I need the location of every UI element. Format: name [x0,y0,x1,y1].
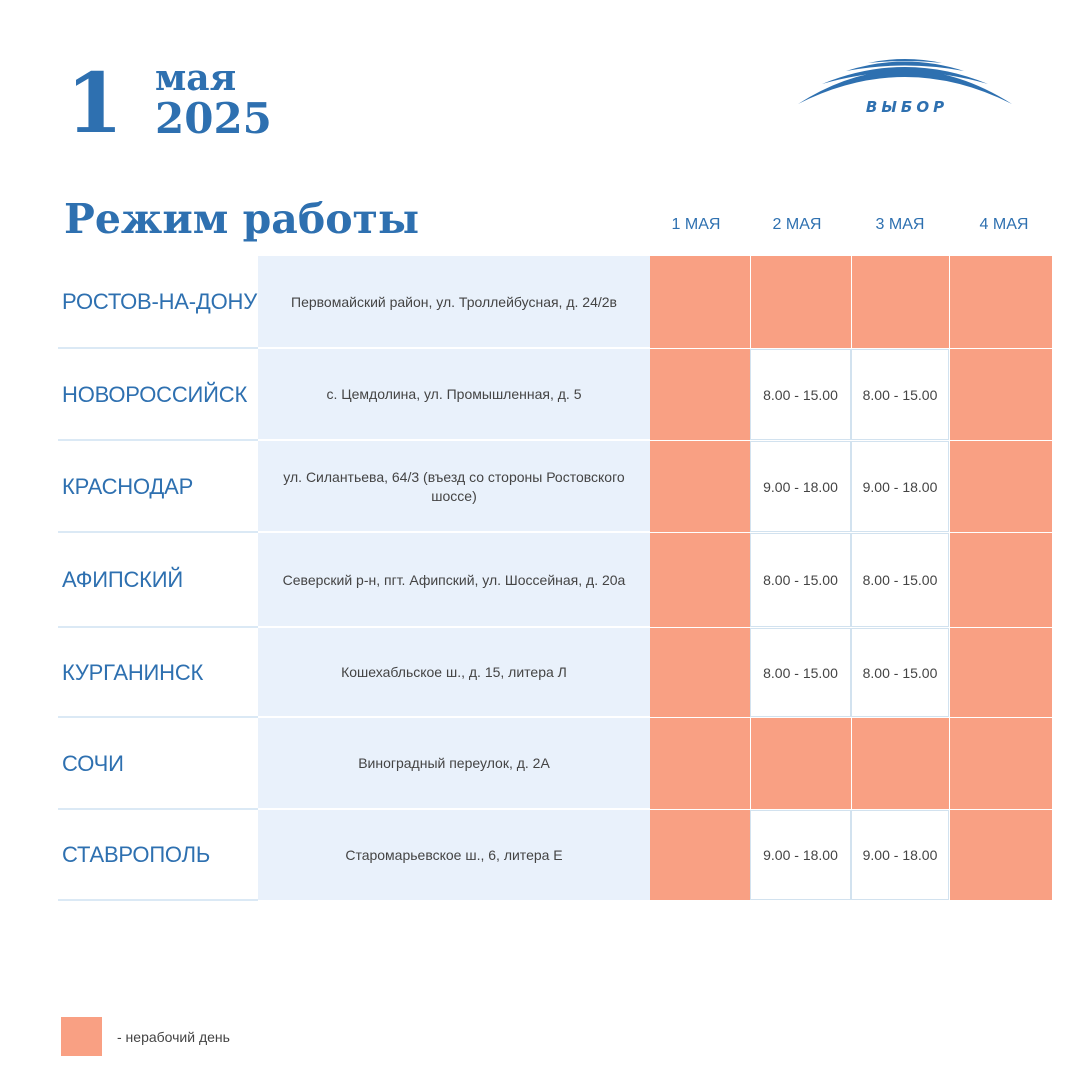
hours-may-2: 8.00 - 15.00 [750,349,851,440]
hours-may-1 [650,441,750,532]
city-name: НОВОРОССИЙСК [62,381,248,407]
date-year: 2025 [155,94,272,143]
hours-may-3: 8.00 - 15.00 [851,628,949,717]
hours-may-2 [751,718,851,809]
city-name: РОСТОВ-НА-ДОНУ [62,289,257,314]
hours-may-1 [650,628,750,717]
hours-may-1 [650,349,750,440]
hours-may-3: 9.00 - 18.00 [851,441,949,532]
hours-may-3 [852,718,949,809]
hours-may-4 [950,441,1052,532]
column-header-may-2: 2 МАЯ [772,216,822,233]
address: Первомайский район, ул. Троллейбусная, д. 24/2в [258,256,650,348]
address: Старомарьевское ш., 6, литера Е [258,810,650,900]
address: Кошехабльское ш., д. 15, литера Л [258,628,650,717]
hours-may-4 [950,718,1052,809]
date-day: 1 [66,56,124,152]
table-row [58,256,1052,348]
hours-may-1 [650,718,750,809]
city-name: КРАСНОДАР [62,473,194,499]
hours-may-1 [650,533,750,627]
table-row [58,628,1052,717]
table-row [58,810,1052,900]
hours-may-1 [650,810,750,900]
page-title: Режим работы [64,195,420,243]
address: с. Цемдолина, ул. Промышленная, д. 5 [258,349,650,440]
hours-may-3: 8.00 - 15.00 [851,533,949,627]
hours-may-4 [950,256,1052,348]
column-header-may-4: 4 МАЯ [979,216,1029,233]
table-row [58,718,1052,809]
vybor-logo [796,54,1014,120]
legend-swatch [61,1017,102,1056]
hours-may-2: 9.00 - 18.00 [750,441,851,532]
column-header-may-3: 3 МАЯ [875,216,925,233]
city-name: АФИПСКИЙ [62,567,184,592]
hours-may-3: 8.00 - 15.00 [851,349,949,440]
hours-may-4 [950,810,1052,900]
hours-may-4 [950,628,1052,717]
address: ул. Силантьева, 64/3 (въезд со стороны Ростовского шоссе) [258,441,650,532]
address: Северский р-н, пгт. Афипский, ул. Шоссейная, д. 20а [258,533,650,627]
city-name: СТАВРОПОЛЬ [62,842,211,867]
hours-may-4 [950,533,1052,627]
hours-may-2: 8.00 - 15.00 [750,628,851,717]
column-header-may-1: 1 МАЯ [671,216,721,233]
row-divider [58,899,258,901]
hours-may-2: 9.00 - 18.00 [750,810,851,900]
logo-text: ВЫБОР [865,98,949,116]
city-name: СОЧИ [62,750,124,776]
table-row [58,349,1052,440]
legend-text: - нерабочий день [117,1029,230,1045]
hours-may-1 [650,256,750,348]
hours-may-3: 9.00 - 18.00 [851,810,949,900]
hours-may-2: 8.00 - 15.00 [750,533,851,627]
date-month: мая [155,57,237,99]
hours-may-3 [852,256,949,348]
table-row [58,441,1052,532]
hours-may-2 [751,256,851,348]
table-row [58,533,1052,627]
city-name: КУРГАНИНСК [62,659,204,685]
hours-may-4 [950,349,1052,440]
address: Виноградный переулок, д. 2А [258,718,650,809]
